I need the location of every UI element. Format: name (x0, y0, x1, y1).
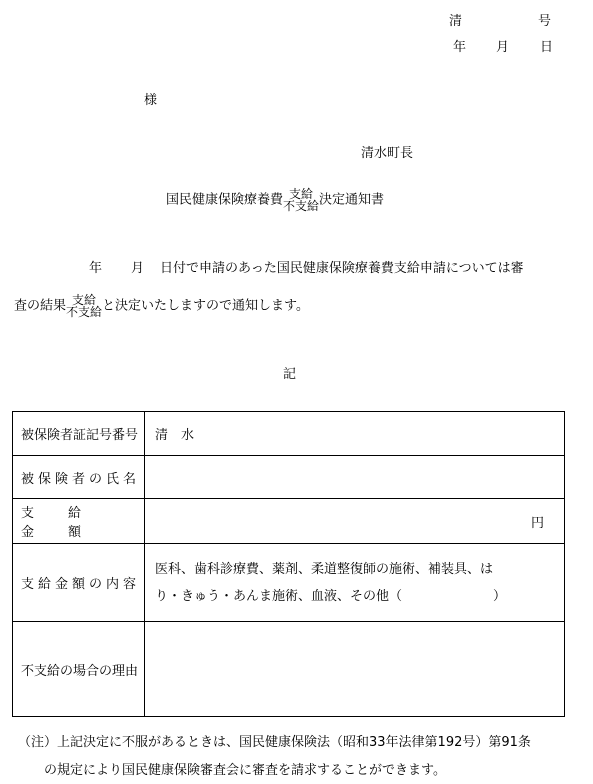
label-payment-contents: 支給金額の内容 (13, 544, 145, 622)
table-row (13, 499, 565, 544)
issuer: 清水町長 (361, 146, 414, 161)
title-choice (283, 188, 319, 212)
table-row (13, 544, 565, 622)
body-line-2-before: 査の結果 (14, 298, 67, 314)
detail-table (12, 411, 565, 717)
body-year: 年 (89, 261, 103, 276)
note-line-2: の規定により国民健康保険審査会に審査を請求することができます。 (44, 763, 446, 778)
addressee-suffix: 様 (144, 93, 158, 108)
body-lower: 不支給 (66, 305, 103, 319)
table-row (13, 622, 565, 717)
title-upper: 支給 (289, 187, 314, 201)
title-after: 決定通知書 (319, 192, 385, 208)
date-day: 日 (540, 40, 554, 55)
title-before: 国民健康保険療養費 (166, 192, 284, 208)
body-line-2-after: と決定いたしますので通知します。 (102, 298, 309, 314)
number-suffix: 号 (538, 14, 552, 29)
body-upper: 支給 (72, 293, 97, 307)
label-insured-name: 被保険者の氏名 (13, 456, 145, 499)
label-card-number: 被保険者証記号番号 (13, 412, 145, 456)
body-line-1 (89, 257, 524, 276)
title-lower: 不支給 (283, 199, 320, 213)
date-month: 月 (496, 40, 510, 55)
date-year: 年 (453, 40, 467, 55)
body-month: 月 (131, 261, 145, 276)
label-payment-amount: 支給金額 (13, 499, 145, 544)
ki-heading: 記 (283, 367, 297, 382)
value-payment-amount: 円 (145, 499, 565, 544)
body-choice (66, 294, 102, 318)
office-code: 清 (449, 14, 463, 29)
label-non-payment-reason: 不支給の場合の理由 (13, 622, 145, 717)
note-line-1: （注）上記決定に不服があるときは、国民健康保険法（昭和33年法律第192号）第91条 (18, 735, 531, 750)
body-line-1-text: 日付で申請のあった国民健康保険療養費支給申請については審 (160, 261, 524, 276)
value-payment-contents (145, 544, 565, 622)
table-row (13, 456, 565, 499)
value-non-payment-reason (145, 622, 565, 717)
table-row (13, 412, 565, 456)
payment-contents-line-2: り・きゅう・あんま施術、血液、その他（ ） (155, 588, 507, 604)
value-card-number: 清 水 (145, 412, 565, 456)
body-line-2 (14, 294, 309, 318)
value-insured-name (145, 456, 565, 499)
document-title (166, 188, 384, 212)
payment-contents-line-1: 医科、歯科診療費、薬剤、柔道整復師の施術、補装具、は (155, 561, 494, 577)
